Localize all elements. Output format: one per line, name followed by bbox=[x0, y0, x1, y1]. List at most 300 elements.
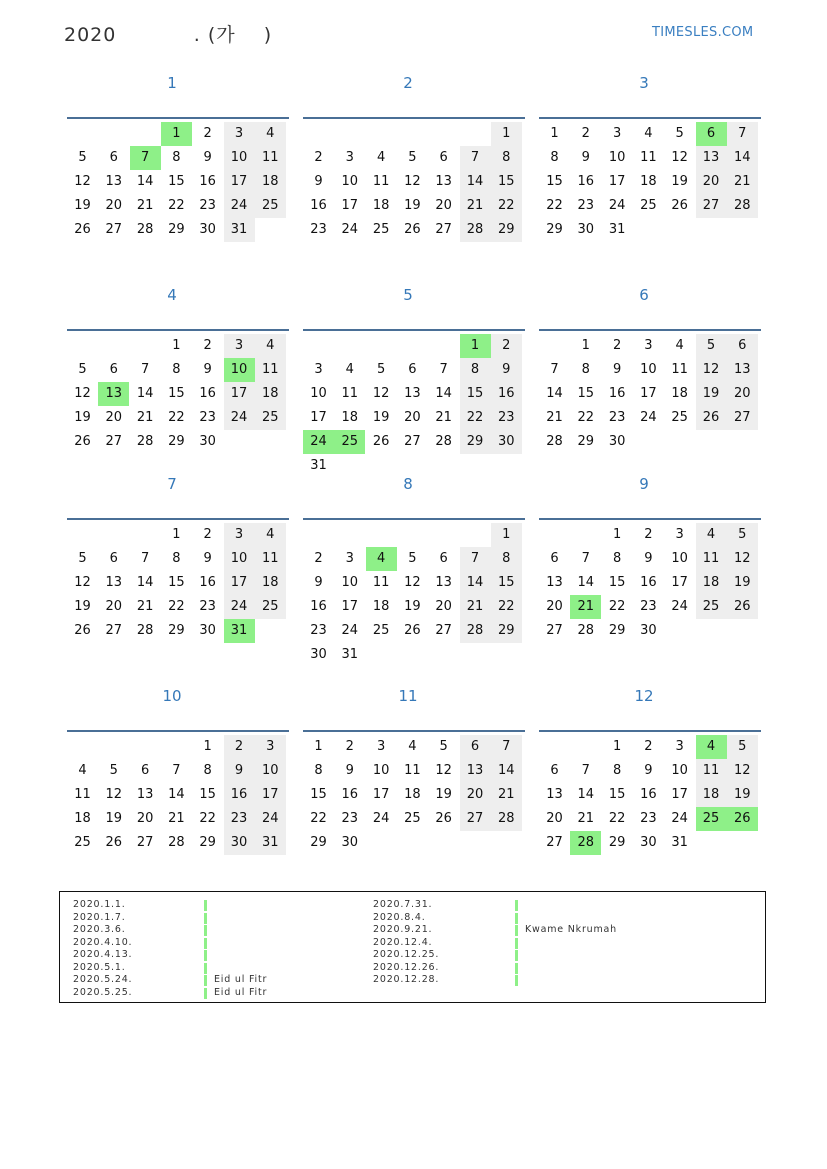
day-cell: 5 bbox=[738, 527, 747, 542]
day-cell: 1 bbox=[612, 739, 622, 754]
day-cell: 23 bbox=[608, 409, 626, 425]
day-cell: 29 bbox=[608, 834, 626, 850]
day-cell: 25 bbox=[702, 598, 720, 614]
month-divider bbox=[303, 730, 525, 732]
day-cell: 24 bbox=[671, 598, 688, 614]
month-divider bbox=[539, 329, 761, 331]
day-cell: 3 bbox=[345, 149, 354, 165]
day-cell: 10 bbox=[262, 762, 279, 778]
day-cell: 30 bbox=[199, 221, 216, 237]
day-cell: 4 bbox=[408, 739, 417, 754]
day-cell: 26 bbox=[74, 221, 91, 237]
day-cell: 16 bbox=[577, 173, 595, 189]
day-cell: 14 bbox=[136, 173, 154, 189]
day-cell: 20 bbox=[702, 173, 720, 189]
holiday-date: 2020.12.28. bbox=[373, 974, 440, 985]
day-cell: 30 bbox=[199, 433, 216, 449]
day-cell: 23 bbox=[640, 598, 657, 614]
day-cell: 16 bbox=[199, 574, 216, 590]
day-cell: 9 bbox=[644, 762, 653, 778]
day-cell: 6 bbox=[550, 762, 559, 778]
day-cell: 30 bbox=[341, 834, 359, 850]
day-cell: 5 bbox=[78, 149, 87, 165]
day-cell: 12 bbox=[74, 574, 91, 590]
day-cell: 8 bbox=[502, 550, 511, 566]
day-cell: 28 bbox=[136, 221, 154, 237]
day-cell: 16 bbox=[640, 786, 657, 802]
month-title: 6 bbox=[639, 286, 649, 304]
day-cell: 14 bbox=[577, 574, 595, 590]
day-cell: 27 bbox=[435, 622, 452, 638]
day-cell: 23 bbox=[310, 221, 327, 237]
day-cell: 21 bbox=[466, 598, 484, 614]
day-cell: 7 bbox=[581, 550, 590, 566]
day-cell: 16 bbox=[199, 385, 216, 401]
month-divider bbox=[539, 117, 761, 119]
day-cell: 26 bbox=[404, 622, 421, 638]
day-cell: 11 bbox=[262, 149, 279, 165]
holiday-date: 2020.4.13. bbox=[73, 949, 133, 960]
day-cell: 17 bbox=[640, 385, 657, 401]
day-cell: 21 bbox=[435, 409, 452, 425]
month-title: 10 bbox=[162, 687, 182, 705]
day-cell: 22 bbox=[577, 409, 595, 425]
day-cell: 19 bbox=[435, 786, 452, 802]
day-cell: 29 bbox=[199, 834, 216, 850]
day-cell: 17 bbox=[230, 574, 248, 590]
day-cell: 14 bbox=[168, 786, 185, 802]
day-cell: 1 bbox=[612, 527, 622, 542]
day-cell: 19 bbox=[702, 385, 720, 401]
holiday-day-cell: 1 bbox=[460, 334, 491, 358]
holiday-marker bbox=[204, 900, 207, 911]
day-cell: 5 bbox=[109, 762, 118, 778]
day-cell: 30 bbox=[577, 221, 595, 237]
holiday-marker bbox=[204, 975, 207, 986]
month-divider bbox=[303, 117, 525, 119]
day-cell: 9 bbox=[644, 550, 653, 566]
holiday-day-cell: 10 bbox=[224, 358, 255, 382]
day-cell: 28 bbox=[466, 622, 484, 638]
day-cell: 26 bbox=[702, 409, 720, 425]
day-cell: 3 bbox=[345, 550, 354, 566]
holiday-date: 2020.1.7. bbox=[73, 911, 126, 923]
holiday-day-cell: 13 bbox=[98, 382, 129, 406]
site-brand-link[interactable]: TIMESLES.COM bbox=[652, 25, 754, 40]
day-cell: 28 bbox=[498, 810, 515, 826]
day-cell: 17 bbox=[608, 173, 626, 189]
day-cell: 22 bbox=[466, 409, 484, 425]
day-cell: 16 bbox=[199, 173, 216, 189]
day-cell: 17 bbox=[230, 173, 248, 189]
day-cell: 7 bbox=[581, 762, 590, 778]
holiday-marker bbox=[204, 938, 207, 949]
holiday-marker bbox=[515, 963, 518, 974]
holiday-day-cell: 6 bbox=[696, 122, 727, 146]
day-cell: 5 bbox=[78, 361, 87, 377]
day-cell: 1 bbox=[314, 739, 323, 754]
day-cell: 11 bbox=[372, 574, 390, 590]
day-cell: 2 bbox=[644, 739, 653, 754]
day-cell: 27 bbox=[466, 810, 484, 826]
day-cell: 1 bbox=[203, 739, 212, 754]
day-cell: 7 bbox=[550, 361, 559, 377]
day-cell: 20 bbox=[105, 409, 123, 425]
day-cell: 8 bbox=[203, 762, 212, 778]
day-cell: 10 bbox=[310, 385, 327, 401]
day-cell: 7 bbox=[738, 126, 747, 141]
day-cell: 10 bbox=[230, 149, 248, 165]
day-cell: 10 bbox=[671, 550, 688, 566]
day-cell: 29 bbox=[498, 622, 515, 638]
holiday-marker bbox=[515, 913, 518, 924]
day-cell: 13 bbox=[435, 173, 452, 189]
day-cell: 23 bbox=[310, 622, 327, 638]
day-cell: 26 bbox=[404, 221, 421, 237]
day-cell: 17 bbox=[262, 786, 279, 802]
day-cell: 1 bbox=[502, 527, 511, 542]
day-cell: 24 bbox=[230, 409, 248, 425]
day-cell: 26 bbox=[671, 197, 688, 213]
day-cell: 30 bbox=[498, 433, 515, 449]
day-cell: 24 bbox=[341, 622, 359, 638]
day-cell: 15 bbox=[608, 786, 626, 802]
holiday-date: 2020.12.26. bbox=[373, 961, 440, 973]
day-cell: 15 bbox=[168, 574, 185, 590]
day-cell: 4 bbox=[644, 126, 653, 141]
day-cell: 18 bbox=[702, 786, 720, 802]
month-title: 1 bbox=[167, 74, 177, 92]
holiday-day-cell: 28 bbox=[570, 831, 601, 855]
day-cell: 31 bbox=[230, 221, 248, 237]
holiday-date: 2020.7.31. bbox=[373, 899, 433, 910]
holiday-day-cell: 24 bbox=[303, 430, 334, 454]
day-cell: 26 bbox=[105, 834, 123, 850]
day-cell: 25 bbox=[404, 810, 421, 826]
day-cell: 9 bbox=[203, 361, 212, 377]
month-title: 8 bbox=[403, 475, 413, 493]
day-cell: 30 bbox=[230, 834, 248, 850]
day-cell: 27 bbox=[546, 834, 563, 850]
day-cell: 24 bbox=[372, 810, 390, 826]
day-cell: 28 bbox=[168, 834, 185, 850]
day-cell: 4 bbox=[345, 361, 354, 377]
day-cell: 21 bbox=[466, 197, 484, 213]
day-cell: 23 bbox=[230, 810, 248, 826]
month-divider bbox=[67, 730, 289, 732]
day-cell: 11 bbox=[262, 550, 279, 566]
month-title: 4 bbox=[167, 286, 177, 304]
day-cell: 1 bbox=[550, 126, 559, 141]
day-cell: 17 bbox=[230, 385, 248, 401]
day-cell: 5 bbox=[408, 550, 417, 566]
day-cell: 13 bbox=[702, 149, 720, 165]
day-cell: 13 bbox=[546, 574, 563, 590]
day-cell: 20 bbox=[136, 810, 154, 826]
day-cell: 22 bbox=[168, 197, 185, 213]
day-cell: 7 bbox=[140, 550, 150, 566]
day-cell: 15 bbox=[168, 385, 185, 401]
day-cell: 22 bbox=[199, 810, 216, 826]
day-cell: 20 bbox=[466, 786, 484, 802]
day-cell: 14 bbox=[435, 385, 452, 401]
day-cell: 18 bbox=[341, 409, 359, 425]
day-cell: 3 bbox=[234, 338, 244, 353]
day-cell: 3 bbox=[612, 126, 622, 141]
day-cell: 7 bbox=[172, 762, 181, 778]
day-cell: 16 bbox=[230, 786, 248, 802]
day-cell: 11 bbox=[640, 149, 657, 165]
day-cell: 13 bbox=[136, 786, 154, 802]
holiday-date: 2020.4.10. bbox=[73, 936, 133, 948]
day-cell: 17 bbox=[310, 409, 327, 425]
day-cell: 27 bbox=[702, 197, 720, 213]
day-cell: 27 bbox=[105, 221, 123, 237]
holiday-name: Eid ul Fitr bbox=[214, 986, 268, 998]
holiday-date: 2020.5.25. bbox=[73, 986, 133, 998]
day-cell: 5 bbox=[675, 126, 684, 141]
day-cell: 9 bbox=[203, 149, 212, 165]
day-cell: 29 bbox=[466, 433, 484, 449]
day-cell: 30 bbox=[640, 834, 657, 850]
day-cell: 29 bbox=[577, 433, 595, 449]
day-cell: 10 bbox=[341, 173, 359, 189]
holiday-date: 2020.8.4. bbox=[373, 911, 426, 923]
day-cell: 13 bbox=[435, 574, 452, 590]
day-cell: 18 bbox=[74, 810, 91, 826]
day-cell: 15 bbox=[466, 385, 484, 401]
day-cell: 18 bbox=[262, 574, 279, 590]
holiday-day-cell: 1 bbox=[161, 122, 192, 146]
day-cell: 21 bbox=[577, 810, 595, 826]
holiday-date: 2020.5.1. bbox=[73, 961, 126, 973]
holiday-marker bbox=[515, 900, 518, 911]
day-cell: 6 bbox=[109, 149, 118, 165]
day-cell: 5 bbox=[78, 550, 87, 566]
day-cell: 13 bbox=[546, 786, 563, 802]
day-cell: 18 bbox=[702, 574, 720, 590]
day-cell: 20 bbox=[734, 385, 751, 401]
day-cell: 16 bbox=[608, 385, 626, 401]
day-cell: 2 bbox=[314, 149, 323, 165]
day-cell: 10 bbox=[372, 762, 390, 778]
holiday-day-cell: 25 bbox=[334, 430, 365, 454]
day-cell: 22 bbox=[608, 598, 626, 614]
day-cell: 20 bbox=[546, 810, 563, 826]
day-cell: 27 bbox=[404, 433, 421, 449]
day-cell: 31 bbox=[262, 834, 279, 850]
day-cell: 30 bbox=[199, 622, 216, 638]
day-cell: 19 bbox=[404, 197, 421, 213]
day-cell: 6 bbox=[109, 550, 118, 566]
month-divider bbox=[303, 518, 525, 520]
day-cell: 3 bbox=[376, 739, 386, 754]
day-cell: 23 bbox=[199, 598, 216, 614]
day-cell: 28 bbox=[435, 433, 452, 449]
day-cell: 23 bbox=[341, 810, 359, 826]
day-cell: 12 bbox=[372, 385, 390, 401]
day-cell: 19 bbox=[74, 409, 91, 425]
day-cell: 3 bbox=[234, 126, 244, 141]
day-cell: 19 bbox=[74, 598, 91, 614]
day-cell: 19 bbox=[372, 409, 390, 425]
day-cell: 29 bbox=[310, 834, 327, 850]
month-divider bbox=[67, 518, 289, 520]
day-cell: 16 bbox=[341, 786, 359, 802]
day-cell: 17 bbox=[341, 197, 359, 213]
day-cell: 11 bbox=[702, 550, 720, 566]
day-cell: 15 bbox=[546, 173, 563, 189]
day-cell: 4 bbox=[675, 338, 684, 353]
day-cell: 9 bbox=[314, 574, 323, 590]
day-cell: 25 bbox=[640, 197, 657, 213]
day-cell: 6 bbox=[439, 550, 448, 566]
day-cell: 4 bbox=[376, 149, 386, 165]
day-cell: 16 bbox=[498, 385, 515, 401]
day-cell: 22 bbox=[498, 598, 515, 614]
day-cell: 10 bbox=[671, 762, 688, 778]
day-cell: 20 bbox=[105, 197, 123, 213]
day-cell: 11 bbox=[702, 762, 720, 778]
day-cell: 24 bbox=[341, 221, 359, 237]
day-cell: 8 bbox=[612, 550, 622, 566]
month-divider bbox=[303, 329, 525, 331]
day-cell: 14 bbox=[546, 385, 563, 401]
day-cell: 9 bbox=[234, 762, 244, 778]
day-cell: 23 bbox=[199, 197, 216, 213]
month-title: 12 bbox=[634, 687, 654, 705]
day-cell: 5 bbox=[408, 149, 417, 165]
day-cell: 12 bbox=[435, 762, 452, 778]
day-cell: 6 bbox=[470, 739, 480, 754]
day-cell: 8 bbox=[172, 149, 181, 165]
day-cell: 21 bbox=[168, 810, 185, 826]
day-cell: 2 bbox=[203, 338, 212, 353]
day-cell: 8 bbox=[172, 550, 181, 566]
day-cell: 14 bbox=[136, 385, 154, 401]
day-cell: 21 bbox=[136, 197, 154, 213]
day-cell: 21 bbox=[136, 598, 154, 614]
day-cell: 14 bbox=[466, 574, 484, 590]
day-cell: 10 bbox=[640, 361, 657, 377]
holiday-legend bbox=[59, 891, 766, 1003]
day-cell: 6 bbox=[439, 149, 448, 165]
day-cell: 17 bbox=[671, 574, 688, 590]
day-cell: 9 bbox=[203, 550, 212, 566]
day-cell: 3 bbox=[675, 739, 684, 754]
day-cell: 31 bbox=[608, 221, 626, 237]
day-cell: 6 bbox=[408, 361, 417, 377]
day-cell: 17 bbox=[671, 786, 688, 802]
holiday-date: 2020.12.4. bbox=[373, 936, 433, 948]
day-cell: 18 bbox=[640, 173, 657, 189]
day-cell: 28 bbox=[546, 433, 563, 449]
day-cell: 11 bbox=[404, 762, 421, 778]
holiday-date: 2020.12.25. bbox=[373, 949, 440, 960]
day-cell: 12 bbox=[671, 149, 688, 165]
day-cell: 24 bbox=[230, 197, 248, 213]
day-cell: 26 bbox=[435, 810, 452, 826]
day-cell: 15 bbox=[498, 574, 515, 590]
day-cell: 28 bbox=[136, 433, 154, 449]
day-cell: 18 bbox=[372, 598, 390, 614]
day-cell: 12 bbox=[74, 385, 91, 401]
day-cell: 18 bbox=[372, 197, 390, 213]
day-cell: 21 bbox=[136, 409, 154, 425]
month-title: 11 bbox=[398, 687, 418, 705]
holiday-marker bbox=[515, 938, 518, 949]
day-cell: 7 bbox=[140, 361, 150, 377]
day-cell: 20 bbox=[435, 598, 452, 614]
day-cell: 6 bbox=[140, 762, 150, 778]
day-cell: 19 bbox=[74, 197, 91, 213]
month-title: 7 bbox=[167, 475, 177, 493]
holiday-day-cell: 26 bbox=[727, 807, 758, 831]
page-title: 2020 . (가 ) bbox=[64, 24, 273, 46]
day-cell: 25 bbox=[372, 622, 390, 638]
day-cell: 15 bbox=[310, 786, 327, 802]
day-cell: 2 bbox=[502, 338, 511, 353]
day-cell: 25 bbox=[671, 409, 688, 425]
holiday-day-cell: 25 bbox=[696, 807, 727, 831]
day-cell: 27 bbox=[546, 622, 563, 638]
day-cell: 9 bbox=[345, 762, 354, 778]
holiday-name: Eid ul Fitr bbox=[214, 974, 268, 985]
day-cell: 14 bbox=[734, 149, 751, 165]
day-cell: 19 bbox=[105, 810, 123, 826]
month-title: 3 bbox=[639, 74, 649, 92]
day-cell: 6 bbox=[550, 550, 559, 566]
month-divider bbox=[67, 117, 289, 119]
day-cell: 14 bbox=[466, 173, 484, 189]
holiday-day-cell: 31 bbox=[224, 619, 255, 643]
holiday-date: 2020.1.1. bbox=[73, 899, 126, 910]
day-cell: 20 bbox=[404, 409, 421, 425]
day-cell: 10 bbox=[341, 574, 359, 590]
day-cell: 26 bbox=[372, 433, 390, 449]
day-cell: 1 bbox=[172, 338, 181, 353]
day-cell: 21 bbox=[546, 409, 563, 425]
day-cell: 19 bbox=[671, 173, 688, 189]
day-cell: 2 bbox=[314, 550, 323, 566]
holiday-day-cell: 21 bbox=[570, 595, 601, 619]
day-cell: 12 bbox=[734, 762, 751, 778]
day-cell: 7 bbox=[470, 149, 480, 165]
day-cell: 2 bbox=[581, 126, 590, 141]
day-cell: 2 bbox=[345, 739, 354, 754]
day-cell: 24 bbox=[640, 409, 657, 425]
day-cell: 8 bbox=[502, 149, 511, 165]
day-cell: 16 bbox=[640, 574, 657, 590]
day-cell: 12 bbox=[702, 361, 720, 377]
day-cell: 26 bbox=[74, 622, 91, 638]
day-cell: 31 bbox=[671, 834, 688, 850]
day-cell: 19 bbox=[734, 574, 751, 590]
day-cell: 25 bbox=[262, 598, 279, 614]
day-cell: 15 bbox=[608, 574, 626, 590]
day-cell: 25 bbox=[74, 834, 91, 850]
day-cell: 17 bbox=[341, 598, 359, 614]
day-cell: 11 bbox=[74, 786, 91, 802]
day-cell: 31 bbox=[310, 457, 327, 473]
holiday-marker bbox=[204, 963, 207, 974]
day-cell: 4 bbox=[78, 762, 87, 778]
day-cell: 24 bbox=[230, 598, 248, 614]
day-cell: 9 bbox=[612, 361, 622, 377]
day-cell: 28 bbox=[466, 221, 484, 237]
day-cell: 1 bbox=[581, 338, 590, 353]
day-cell: 10 bbox=[608, 149, 626, 165]
